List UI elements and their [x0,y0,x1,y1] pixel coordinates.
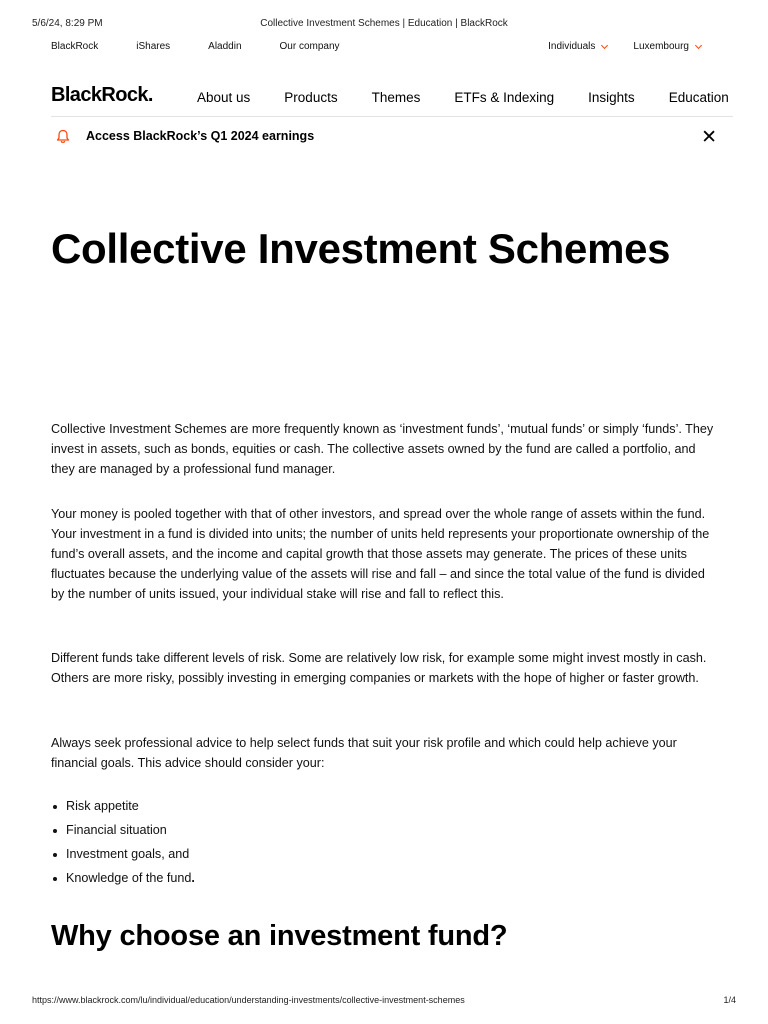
nav-item-themes[interactable]: Themes [371,90,421,105]
chevron-down-icon [601,41,608,48]
audience-dropdown[interactable] [548,41,607,52]
list-item [51,845,451,869]
utility-link-blackrock[interactable]: BlackRock [51,41,99,52]
alert-banner [51,128,717,146]
page-title: Collective Investment Schemes [51,225,671,272]
list-item-trailing-period: . [191,871,195,885]
nav-item-products[interactable]: Products [284,90,338,105]
utility-bar [51,41,717,55]
paragraph-risk: Different funds take different levels of risk. Some are relatively low risk, for example some might invest mostly in cash. Others are more risky, possibly investing in emerging companies or markets with the hope of higher or faster growth. [51,651,707,685]
nav-item-education[interactable]: Education [668,90,729,105]
list-item [51,821,451,845]
country-dropdown[interactable] [633,41,701,52]
list-item-text: Knowledge of the fund [66,871,192,885]
blackrock-logo[interactable]: BlackRock. [51,84,153,106]
list-item-text: Risk appetite [66,799,139,813]
section-heading: Why choose an investment fund? [51,920,508,952]
alert-link[interactable]: Access BlackRock’s Q1 2024 earnings [86,129,315,143]
utility-link-ishares[interactable]: iShares [136,41,171,52]
list-item-text: Financial situation [66,823,167,837]
print-url: https://www.blackrock.com/lu/individual/education/understanding-investments/collective-investment-schemes [32,995,465,1005]
utility-links [51,41,378,52]
chevron-down-icon [695,41,702,48]
nav-item-etfs-indexing[interactable]: ETFs & Indexing [454,90,555,105]
main-nav [51,84,733,112]
nav-item-insights[interactable]: Insights [588,90,635,105]
print-header [32,18,736,32]
advice-list [51,797,451,893]
utility-selectors [522,41,701,52]
print-page-title: Collective Investment Schemes | Education | BlackRock [260,18,508,29]
paragraph-pooling: Your money is pooled together with that of other investors, and spread over the whole range of assets within the fund. Your investment in a fund is divided into units; the number of units held represents your proportionate ownership of the fund’s overall assets, and the income and capital growth that those assets may generate. The prices of these units fluctuates because the underlying value of the assets will rise and fall – and since the total value of the fund is divided by the number of units issued, your individual stake will rise and fall to reflect this. [51,507,710,601]
print-footer [32,995,736,1007]
list-item [51,797,451,821]
bell-icon [56,129,70,144]
nav-item-about-us[interactable]: About us [197,90,251,105]
close-icon[interactable]: ✕ [701,127,717,148]
paragraph-advice: Always seek professional advice to help select funds that suit your risk profile and which could help achieve your financial goals. This advice should consider your: [51,736,677,770]
list-item-text: Investment goals, and [66,847,190,861]
utility-link-our-company[interactable]: Our company [279,41,340,52]
paragraph-intro: Collective Investment Schemes are more frequently known as ‘investment funds’, ‘mutual funds’ or simply ‘funds’. They invest in assets, such as bonds, equities or cash. The collective assets owned by the fund are called a portfolio, and they are managed by a professional fund manager. [51,422,714,476]
nav-divider [51,116,733,117]
country-dropdown-label: Luxembourg [633,41,689,52]
print-date: 5/6/24, 8:29 PM [32,18,103,29]
list-item [51,869,451,893]
print-page-number: 1/4 [723,995,736,1005]
audience-dropdown-label: Individuals [548,41,596,52]
utility-link-aladdin[interactable]: Aladdin [208,41,242,52]
nav-links [197,90,729,105]
